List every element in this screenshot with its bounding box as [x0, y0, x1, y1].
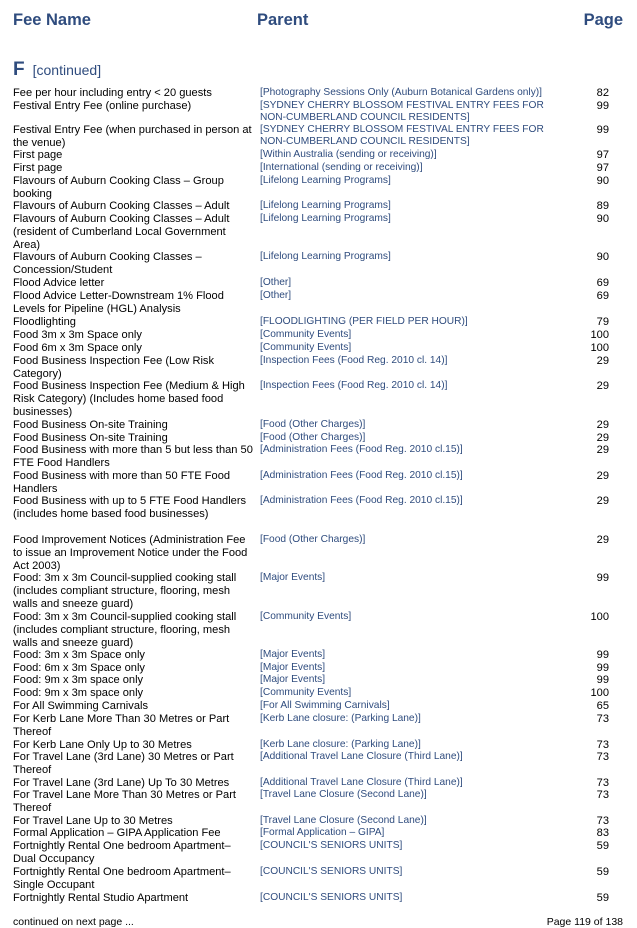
fee-parent: [COUNCIL'S SENIORS UNITS] [260, 866, 403, 877]
fee-page: 73 [596, 815, 609, 827]
fee-name: Food: 3m x 3m Council-supplied cooking stall (includes compliant structure, flooring, mesh walls and sneeze guard) [13, 611, 237, 649]
fee-page: 99 [596, 124, 609, 136]
fee-name: Food Business with up to 5 FTE Food Handlers (includes home based food businesses) [13, 495, 247, 520]
fee-page: 100 [590, 687, 609, 699]
fee-page: 59 [596, 866, 609, 878]
table-row [0, 175, 637, 200]
table-row [0, 213, 637, 251]
fee-page: 90 [596, 251, 609, 263]
table-row [0, 124, 637, 149]
fee-name: Festival Entry Fee (when purchased in person at the venue) [13, 124, 252, 149]
table-row [0, 611, 637, 649]
fee-name: Food: 9m x 3m space only [13, 674, 144, 686]
fee-name: For Travel Lane Up to 30 Metres [13, 815, 173, 827]
fee-name: First page [13, 149, 63, 161]
fee-page: 73 [596, 789, 609, 801]
fee-page: 100 [590, 611, 609, 623]
fee-page: 99 [596, 662, 609, 674]
fee-page: 29 [596, 470, 609, 482]
table-row [0, 789, 637, 815]
fee-parent: [International (sending or receiving)] [260, 162, 423, 173]
fee-parent: [Administration Fees (Food Reg. 2010 cl.15)] [260, 470, 463, 481]
fee-name: Fee per hour including entry < 20 guests [13, 87, 212, 99]
fee-page: 29 [596, 534, 609, 546]
table-row [0, 419, 637, 432]
table-row [0, 534, 637, 572]
fee-name: For Kerb Lane More Than 30 Metres or Part Thereof [13, 713, 230, 738]
table-row [0, 329, 637, 342]
section-letter: F [13, 59, 25, 80]
table-row [0, 572, 637, 611]
table-row [0, 355, 637, 380]
table-row [0, 342, 637, 355]
fee-parent: [Food (Other Charges)] [260, 432, 366, 443]
fee-parent: [Formal Application – GIPA] [260, 827, 385, 838]
fee-name: For Travel Lane More Than 30 Metres or Part Thereof [13, 789, 237, 814]
table-row [0, 100, 637, 124]
footer-page-number: Page 119 of 138 [546, 916, 623, 928]
fee-parent: [Community Events] [260, 329, 352, 340]
fee-parent: [For All Swimming Carnivals] [260, 700, 390, 711]
fee-name-header: Fee Name [13, 11, 91, 29]
fee-parent: [Travel Lane Closure (Second Lane)] [260, 815, 427, 826]
section-continued: [continued] [32, 62, 102, 78]
fee-parent: [Inspection Fees (Food Reg. 2010 cl. 14)] [260, 355, 448, 366]
table-row [0, 674, 637, 687]
fee-page: 29 [596, 419, 609, 431]
table-row [0, 444, 637, 470]
fee-parent: [Additional Travel Lane Closure (Third Lane)] [260, 777, 463, 788]
fee-page: 89 [596, 200, 609, 212]
fee-page: 29 [596, 355, 609, 367]
fee-name: For Travel Lane (3rd Lane) 30 Metres or Part Thereof [13, 751, 234, 776]
fee-page: 97 [596, 162, 609, 174]
fee-page: 73 [596, 713, 609, 725]
fee-parent: [SYDNEY CHERRY BLOSSOM FESTIVAL ENTRY FEES FOR NON-CUMBERLAND COUNCIL RESIDENTS] [260, 100, 544, 123]
table-row [0, 777, 637, 789]
fee-parent: [Lifelong Learning Programs] [260, 213, 391, 224]
table-row [0, 662, 637, 674]
fee-page: 29 [596, 432, 609, 444]
fee-parent: [Major Events] [260, 662, 326, 673]
fee-name: Flavours of Auburn Cooking Class – Group booking [13, 175, 224, 200]
fee-name: For Kerb Lane Only Up to 30 Metres [13, 739, 192, 751]
fee-table [0, 87, 637, 905]
fee-page: 83 [596, 827, 609, 839]
fee-page: 29 [596, 444, 609, 456]
table-row [0, 87, 637, 100]
table-row [0, 739, 637, 751]
fee-name: Food Improvement Notices (Administration Fee to issue an Improvement Notice under the Food Act 2003) [13, 534, 248, 572]
fee-parent: [Travel Lane Closure (Second Lane)] [260, 789, 427, 800]
fee-page: 99 [596, 100, 609, 112]
fee-name: First page [13, 162, 63, 174]
fee-name: Food 6m x 3m Space only [13, 342, 142, 354]
fee-name: Flavours of Auburn Cooking Classes – Concession/Student [13, 251, 202, 276]
fee-parent: [Administration Fees (Food Reg. 2010 cl.15)] [260, 495, 463, 506]
fee-parent: [Community Events] [260, 687, 352, 698]
fee-name: Fortnightly Rental Studio Apartment [13, 892, 189, 904]
fee-name: Flood Advice letter [13, 277, 105, 289]
fee-page: 69 [596, 277, 609, 289]
table-row [0, 277, 637, 290]
table-row [0, 827, 637, 840]
fee-name: Flavours of Auburn Cooking Classes – Adult [13, 200, 230, 212]
fee-parent: [Kerb Lane closure: (Parking Lane)] [260, 713, 421, 724]
fee-name: Food: 9m x 3m space only [13, 687, 144, 699]
fee-name: Food: 6m x 3m Space only [13, 662, 145, 674]
fee-page: 82 [596, 87, 609, 99]
table-row [0, 892, 637, 905]
table-row [0, 649, 637, 662]
fee-name: Food: 3m x 3m Space only [13, 649, 145, 661]
fee-page: 79 [596, 316, 609, 328]
parent-header: Parent [257, 11, 309, 29]
fee-name: Flood Advice Letter-Downstream 1% Flood Levels for Pipeline (HGL) Analysis [13, 290, 224, 315]
table-row [0, 470, 637, 495]
fee-name: Food Business On-site Training [13, 419, 168, 431]
fee-name: Food: 3m x 3m Council-supplied cooking stall (includes compliant structure, flooring, mesh walls and sneeze guard) [13, 572, 237, 610]
fee-parent: [Additional Travel Lane Closure (Third Lane)] [260, 751, 463, 762]
page-header: Page [583, 11, 623, 29]
table-row [0, 751, 637, 777]
fee-page: 73 [596, 739, 609, 751]
fee-page: 100 [590, 329, 609, 341]
table-row [0, 380, 637, 419]
fee-page: 73 [596, 777, 609, 789]
fee-name: For Travel Lane (3rd Lane) Up To 30 Metres [13, 777, 230, 789]
fee-page: 69 [596, 290, 609, 302]
fee-parent: [Other] [260, 277, 292, 288]
table-row [0, 700, 637, 713]
table-row [0, 866, 637, 892]
fee-page: 90 [596, 175, 609, 187]
fee-page: 97 [596, 149, 609, 161]
fee-page: 99 [596, 674, 609, 686]
fee-parent: [Within Australia (sending or receiving)] [260, 149, 437, 160]
fee-parent: [Inspection Fees (Food Reg. 2010 cl. 14)] [260, 380, 448, 391]
fee-page: 99 [596, 649, 609, 661]
fee-name: Floodlighting [13, 316, 76, 328]
fee-name: Food Business with more than 5 but less than 50 FTE Food Handlers [13, 444, 253, 469]
fee-name: Fortnightly Rental One bedroom Apartment– Dual Occupancy [13, 840, 231, 865]
table-row [0, 251, 637, 277]
fee-parent: [Administration Fees (Food Reg. 2010 cl.15)] [260, 444, 463, 455]
fee-parent: [COUNCIL'S SENIORS UNITS] [260, 892, 403, 903]
fee-parent: [Major Events] [260, 674, 326, 685]
fee-parent: [Lifelong Learning Programs] [260, 175, 391, 186]
fee-page: 59 [596, 892, 609, 904]
fee-page: 99 [596, 572, 609, 584]
table-row [0, 687, 637, 700]
fee-name: Fortnightly Rental One bedroom Apartment– Single Occupant [13, 866, 231, 891]
fee-page: 100 [590, 342, 609, 354]
fee-name: Festival Entry Fee (online purchase) [13, 100, 192, 112]
fee-parent: [COUNCIL'S SENIORS UNITS] [260, 840, 403, 851]
fee-parent: [Lifelong Learning Programs] [260, 200, 391, 211]
fee-parent: [Community Events] [260, 342, 352, 353]
fee-page: 65 [596, 700, 609, 712]
table-row [0, 149, 637, 162]
fee-page: 29 [596, 495, 609, 507]
fee-page: 59 [596, 840, 609, 852]
fee-parent: [Food (Other Charges)] [260, 534, 366, 545]
fee-name: Food 3m x 3m Space only [13, 329, 142, 341]
table-row [0, 432, 637, 444]
table-row [0, 840, 637, 866]
fee-page: 73 [596, 751, 609, 763]
table-row [0, 200, 637, 213]
table-row [0, 815, 637, 827]
fee-parent: [FLOODLIGHTING (PER FIELD PER HOUR)] [260, 316, 468, 327]
fee-name: Formal Application – GIPA Application Fee [13, 827, 221, 839]
fee-name: Food Business On-site Training [13, 432, 168, 444]
fee-parent: [Kerb Lane closure: (Parking Lane)] [260, 739, 421, 750]
section-heading [13, 59, 101, 81]
fee-name: Food Business Inspection Fee (Medium & High Risk Category) (Includes home based food businesses) [13, 380, 245, 418]
fee-name: For All Swimming Carnivals [13, 700, 149, 712]
fee-parent: [SYDNEY CHERRY BLOSSOM FESTIVAL ENTRY FEES FOR NON-CUMBERLAND COUNCIL RESIDENTS] [260, 124, 544, 147]
fee-name: Food Business with more than 50 FTE Food Handlers [13, 470, 231, 495]
table-row [0, 162, 637, 175]
table-row [0, 290, 637, 316]
fee-name: Flavours of Auburn Cooking Classes – Adult (resident of Cumberland Local Government Area) [13, 213, 230, 251]
table-row [0, 316, 637, 329]
fee-page: 90 [596, 213, 609, 225]
fee-parent: [Lifelong Learning Programs] [260, 251, 391, 262]
fee-name: Food Business Inspection Fee (Low Risk Category) [13, 355, 215, 380]
fee-parent: [Photography Sessions Only (Auburn Botanical Gardens only)] [260, 87, 543, 98]
page-footer [13, 916, 623, 928]
fee-parent: [Food (Other Charges)] [260, 419, 366, 430]
fee-page: 29 [596, 380, 609, 392]
footer-continued: continued on next page ... [13, 916, 134, 928]
fee-parent: [Other] [260, 290, 292, 301]
table-row [0, 713, 637, 739]
fee-parent: [Major Events] [260, 649, 326, 660]
fee-parent: [Major Events] [260, 572, 326, 583]
table-row [0, 495, 637, 534]
fee-parent: [Community Events] [260, 611, 352, 622]
